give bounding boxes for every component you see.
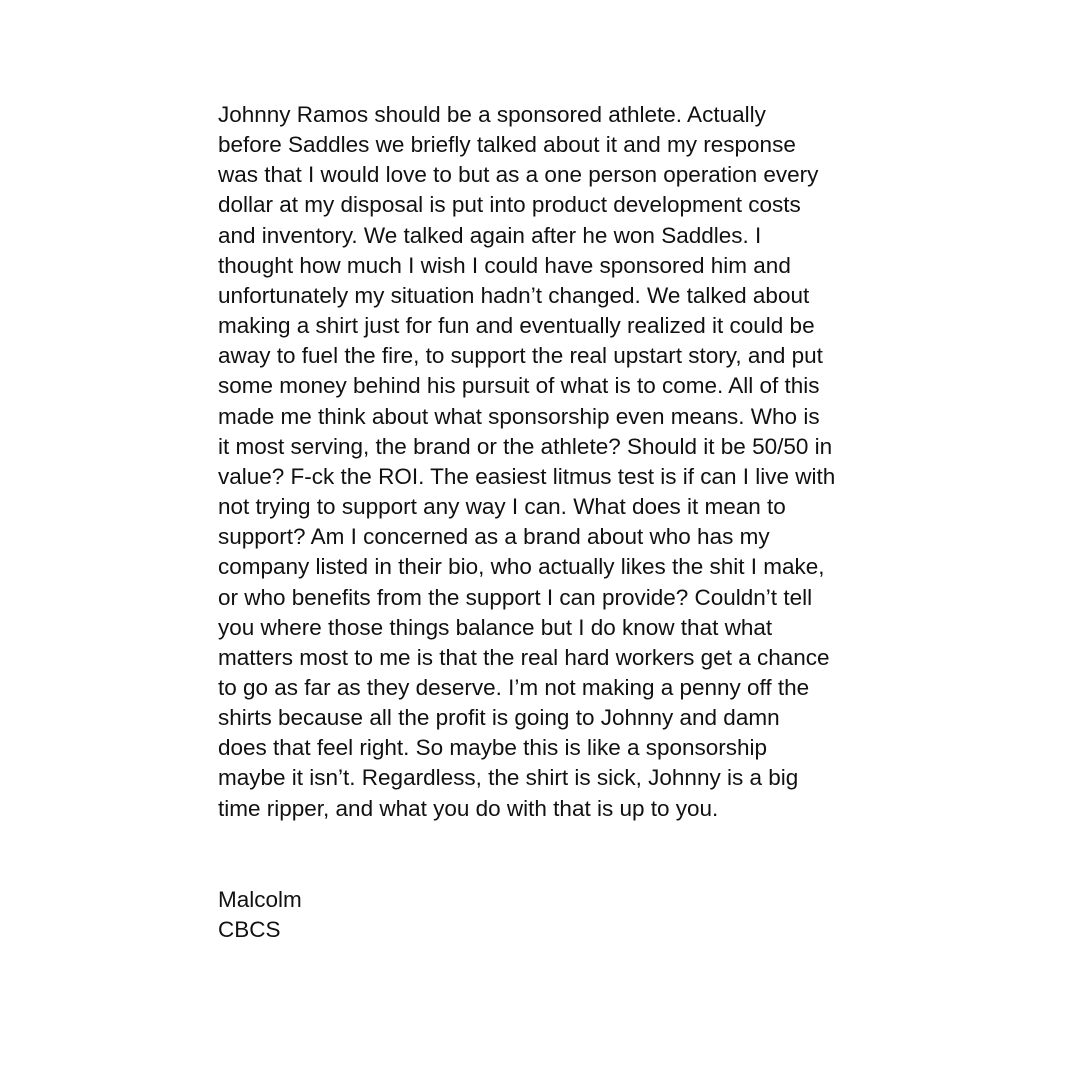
body-line: you where those things balance but I do know that what (218, 614, 773, 640)
body-line: value? F-ck the ROI. The easiest litmus test is if can I live with (218, 463, 836, 489)
body-line: does that feel right. So maybe this is like a sponsorship (218, 735, 768, 761)
body-line: it most serving, the brand or the athlete? Should it be 50/50 in (218, 433, 833, 459)
body-line: unfortunately my situation hadn’t changed. We talked about (218, 282, 810, 308)
body-line: matters most to me is that the real hard workers get a chance (218, 644, 830, 670)
body-line: thought how much I wish I could have sponsored him and (218, 252, 791, 278)
letter (218, 100, 868, 945)
signature-name: Malcolm (218, 886, 302, 912)
body-line: company listed in their bio, who actually likes the shit I make, (218, 554, 825, 580)
body-line: time ripper, and what you do with that is up to you. (218, 795, 719, 821)
body-line: maybe it isn’t. Regardless, the shirt is sick, Johnny is a big (218, 765, 799, 791)
body-line: was that I would love to but as a one person operation every (218, 162, 819, 188)
body-line: made me think about what sponsorship even means. Who is (218, 403, 820, 429)
body-line: shirts because all the profit is going to Johnny and damn (218, 705, 780, 731)
body-line: before Saddles we briefly talked about it and my response (218, 132, 796, 158)
body-line: or who benefits from the support I can provide? Couldn’t tell (218, 584, 813, 610)
body-line: support? Am I concerned as a brand about who has my (218, 524, 770, 550)
body-line: to go as far as they deserve. I’m not making a penny off the (218, 674, 810, 700)
letter-body (218, 100, 868, 824)
body-line: some money behind his pursuit of what is to come. All of this (218, 373, 820, 399)
body-line: and inventory. We talked again after he won Saddles. I (218, 222, 762, 248)
body-line: not trying to support any way I can. What does it mean to (218, 494, 786, 520)
body-line: away to fuel the fire, to support the real upstart story, and put (218, 343, 823, 369)
signature (218, 885, 868, 945)
signature-company: CBCS (218, 916, 281, 942)
body-line: Johnny Ramos should be a sponsored athlete. Actually (218, 102, 766, 127)
body-line: dollar at my disposal is put into product development costs (218, 192, 801, 218)
body-line: making a shirt just for fun and eventually realized it could be (218, 313, 815, 339)
